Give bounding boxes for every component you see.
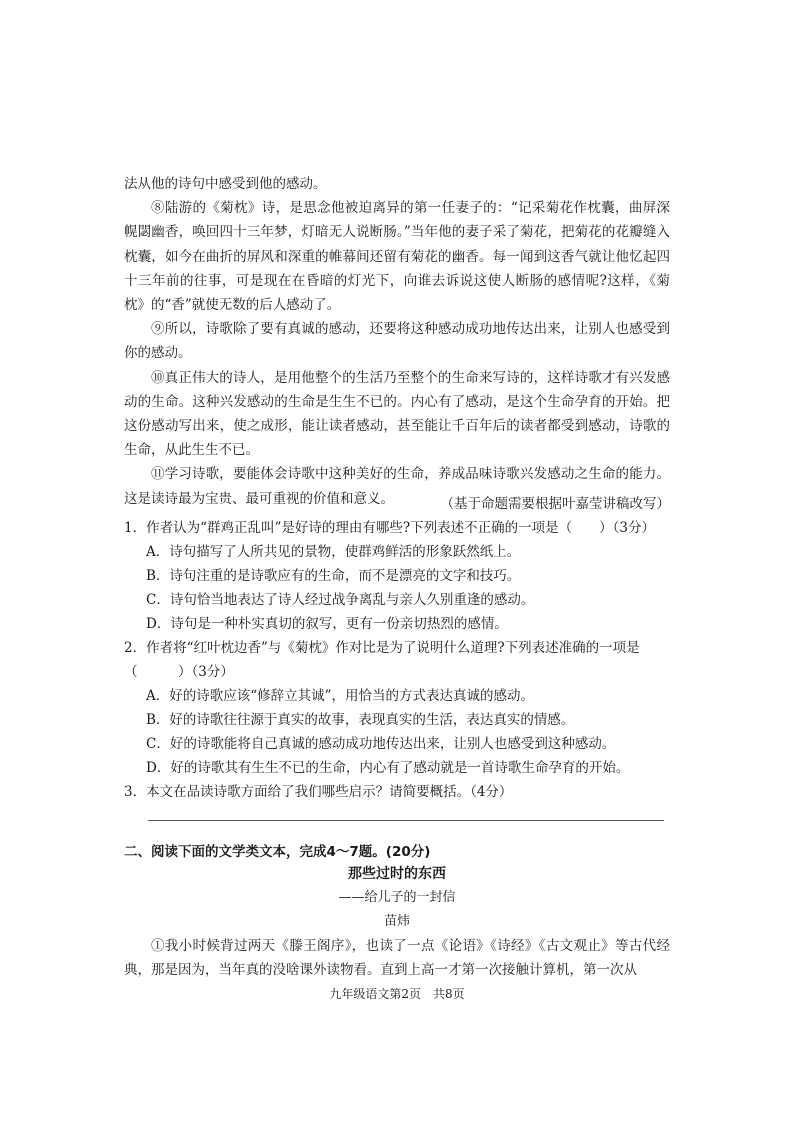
question-1-option-b: B．诗句注重的是诗歌应有的生命，而不是漂亮的文字和技巧。 [146, 568, 521, 584]
question-1-option-a: A．诗句描写了人所共见的景物，使群鸡鲜活的形象跃然纸上。 [146, 544, 521, 560]
question-1-option-c: C．诗句恰当地表达了诗人经过战争离乱与亲人久别重逢的感动。 [146, 592, 535, 608]
question-2-stem: 2．作者将“红叶枕边香”与《菊枕》作对比是为了说明什么道理?下列表述准确的一项是（ ）（3分） [124, 640, 640, 680]
article-body [124, 934, 670, 982]
article-paragraph-1: ①我小时候背过两天《滕王阁序》，也读了一点《论语》《诗经》《古文观止》等古代经典，那是因为，当年真的没啥课外读物看。直到上高一才第一次接触计算机，第一次从 [124, 938, 670, 979]
question-1-stem: 1．作者认为“群鸡正乱叫”是好诗的理由有哪些?下列表述不正确的一项是（ ）（3分） [124, 520, 655, 536]
paragraph-9: ⑨所以，诗歌除了要有真诚的感动，还要将这种感动成功地传达出来，让别人也感受到你的感动。 [124, 321, 670, 362]
answer-line[interactable] [148, 820, 664, 821]
paragraph-8: ⑧陆游的《菊枕》诗，是思念他被迫离异的第一任妻子的：“记采菊花作枕囊，曲屏深幌閟幽香，唤回四十三年梦，灯暗无人说断肠。”当年他的妻子采了菊花，把菊花的花瓣缝入枕囊，如今在曲折的屏风和深重的帷幕间还留有菊花的幽香。每一闻到这香气就让他忆起四十三年前的往事，可是现在在昏暗的灯光下，向谁去诉说这使人断肠的感情呢?这样，《菊枕》的“香”就使无数的后人感动了。 [124, 200, 670, 314]
question-2-option-c: C．好的诗歌能将自己真诚的感动成功地传达出来，让别人也感受到这种感动。 [146, 736, 616, 752]
passage-continuation [124, 172, 670, 511]
question-2-option-b: B．好的诗歌往往源于真实的故事，表现真实的生活，表达真实的情感。 [146, 712, 575, 728]
question-3-stem: 3．本文在品读诗歌方面给了我们哪些启示？请简要概括。（4分） [124, 784, 513, 800]
paragraph-10: ⑩真正伟大的诗人，是用他整个的生活乃至整个的生命来写诗的，这样诗歌才有兴发感动的生命。这种兴发感动的生命是生生不已的。内心有了感动，是这个生命孕育的开始。把这份感动写出来，使之成形，能让读者感动，甚至能让千百年后的读者都受到感动，诗歌的生命，从此生生不已。 [124, 369, 670, 459]
paragraph-0: 法从他的诗句中感受到他的感动。 [124, 176, 327, 192]
paragraph-11: ⑪学习诗歌，要能体会诗歌中这种美好的生命，养成品味诗歌兴发感动之生命的能力。这是读诗最为宝贵、最可重视的价值和意义。 [124, 466, 670, 507]
article-author: 苗炜 [383, 914, 410, 929]
section-2-heading: 二、阅读下面的文学类文本，完成4～7题。(20分) [124, 844, 431, 860]
article-subtitle: ——给儿子的一封信 [338, 890, 456, 905]
page-footer: 九年级语文第2页 共8页 [329, 987, 465, 1001]
source-note: （基于命题需要根据叶嘉莹讲稿改写） [440, 496, 670, 512]
article-title: 那些过时的东西 [348, 866, 446, 882]
question-2-option-a: A．好的诗歌应该“修辞立其诚”，用恰当的方式表达真诚的感动。 [146, 688, 535, 704]
question-1-option-d: D．诗句是一种朴实真切的叙写，更有一份亲切热烈的感情。 [146, 616, 508, 632]
question-2-option-d: D．好的诗歌其有生生不已的生命，内心有了感动就是一首诗歌生命孕育的开始。 [146, 760, 630, 776]
